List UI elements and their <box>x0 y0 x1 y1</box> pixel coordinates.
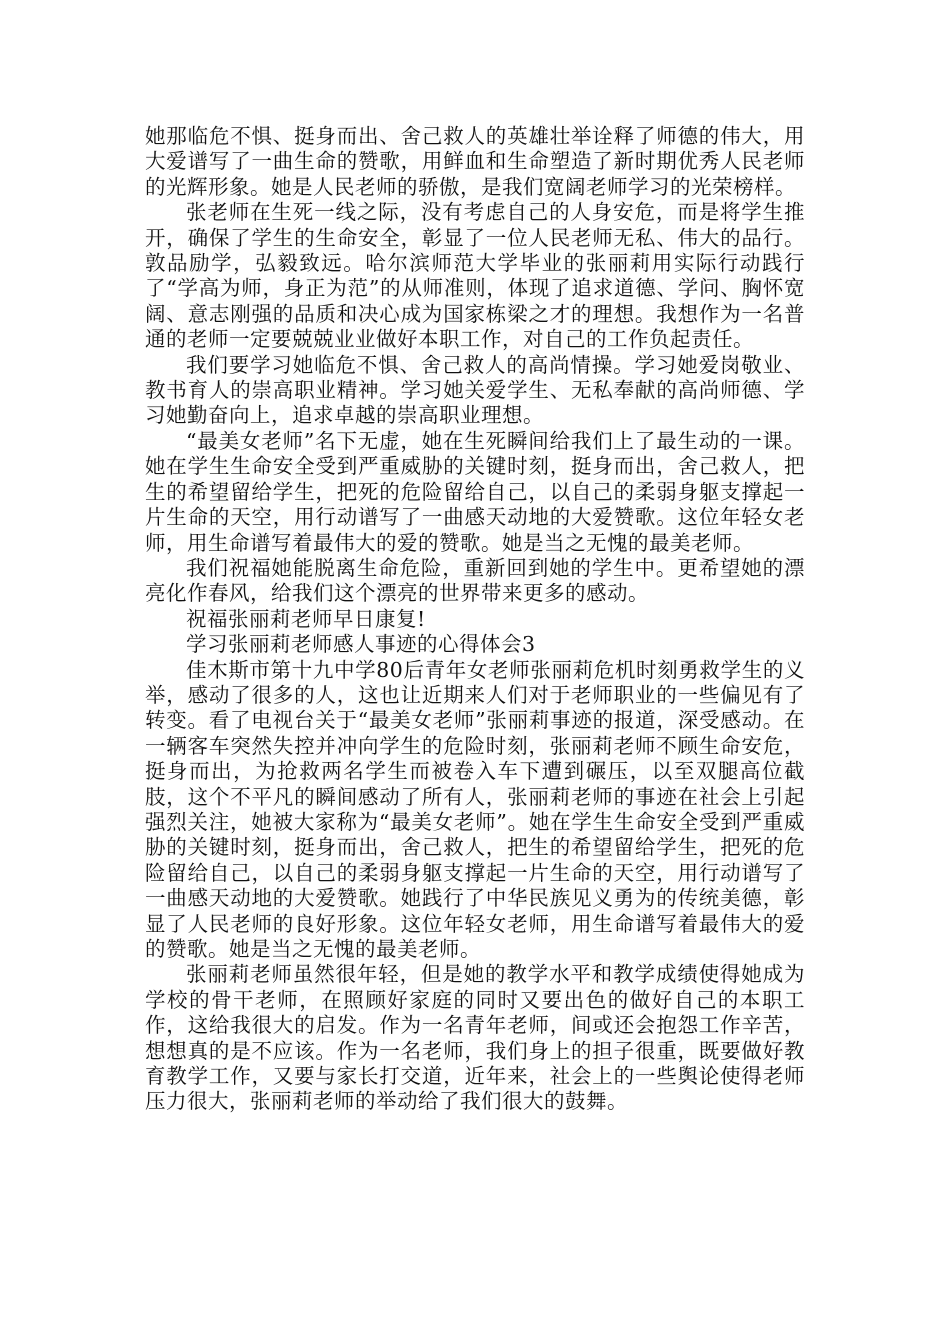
paragraph-7: 佳木斯市第十九中学80后青年女老师张丽莉危机时刻勇救学生的义举，感动了很多的人，这也让近期来人们对于老师职业的一些偏见有了转变。看了电视台关于“最美女老师”张丽莉事迹的报道，深受感动。在一辆客车突然失控并冲向学生的危险时刻，张丽莉老师不顾生命安危，挺身而出，为抢救两名学生而被卷入车下遭到碾压，以至双腿高位截肢，这个不平凡的瞬间感动了所有人，张丽莉老师的事迹在社会上引起强烈关注，她被大家称为“最美女老师”。她在学生生命安全受到严重威胁的关键时刻，挺身而出，舍己救人，把生的希望留给学生，把死的危险留给自己，以自己的柔弱身躯支撑起一片生命的天空，用行动谱写了一曲感天动地的大爱赞歌。她践行了中华民族见义勇为的传统美德，彰显了人民老师的良好形象。这位年轻女老师，用生命谱写着最伟大的爱的赞歌。她是当之无愧的最美老师。 <box>145 657 805 961</box>
paragraph-6: 祝福张丽莉老师早日康复! <box>186 606 426 631</box>
section-heading: 学习张丽莉老师感人事迹的心得体会3 <box>186 632 536 657</box>
paragraph-5: 我们祝福她能脱离生命危险，重新回到她的学生中。更希望她的漂亮化作春风，给我们这个漂亮的世界带来更多的感动。 <box>145 555 805 606</box>
paragraph-8: 张丽莉老师虽然很年轻，但是她的教学水平和教学成绩使得她成为学校的骨干老师，在照顾好家庭的同时又要出色的做好自己的本职工作，这给我很大的启发。作为一名青年老师，间或还会抱怨工作辛苦，想想真的是不应该。作为一名老师，我们身上的担子很重，既要做好教育教学工作，又要与家长打交道，近年来，社会上的一些舆论使得老师压力很大，张丽莉老师的举动给了我们很大的鼓舞。 <box>145 962 805 1114</box>
paragraph-2: 张老师在生死一线之际，没有考虑自己的人身安危，而是将学生推开，确保了学生的生命安全，彰显了一位人民老师无私、伟大的品行。敦品励学，弘毅致远。哈尔滨师范大学毕业的张丽莉用实际行动践行了“学高为师，身正为范”的从师准则，体现了追求道德、学问、胸怀宽阔、意志刚强的品质和决心成为国家栋梁之才的理想。我想作为一名普通的老师一定要兢兢业业做好本职工作，对自己的工作负起责任。 <box>145 200 805 352</box>
paragraph-1: 她那临危不惧、挺身而出、舍己救人的英雄壮举诠释了师德的伟大，用大爱谱写了一曲生命的赞歌，用鲜血和生命塑造了新时期优秀人民老师的光辉形象。她是人民老师的骄傲，是我们宽阔老师学习的光荣榜样。 <box>145 124 805 199</box>
paragraph-4: “最美女老师”名下无虚，她在生死瞬间给我们上了最生动的一课。她在学生生命安全受到严重威胁的关键时刻，挺身而出，舍己救人，把生的希望留给学生，把死的危险留给自己，以自己的柔弱身躯支撑起一片生命的天空，用行动谱写了一曲感天动地的大爱赞歌。这位年轻女老师，用生命谱写着最伟大的爱的赞歌。她是当之无愧的最美老师。 <box>145 428 805 555</box>
paragraph-3: 我们要学习她临危不惧、舍己救人的高尚情操。学习她爱岗敬业、教书育人的崇高职业精神。学习她关爱学生、无私奉献的高尚师德、学习她勤奋向上，追求卓越的崇高职业理想。 <box>145 352 805 428</box>
document-body <box>145 124 805 1115</box>
